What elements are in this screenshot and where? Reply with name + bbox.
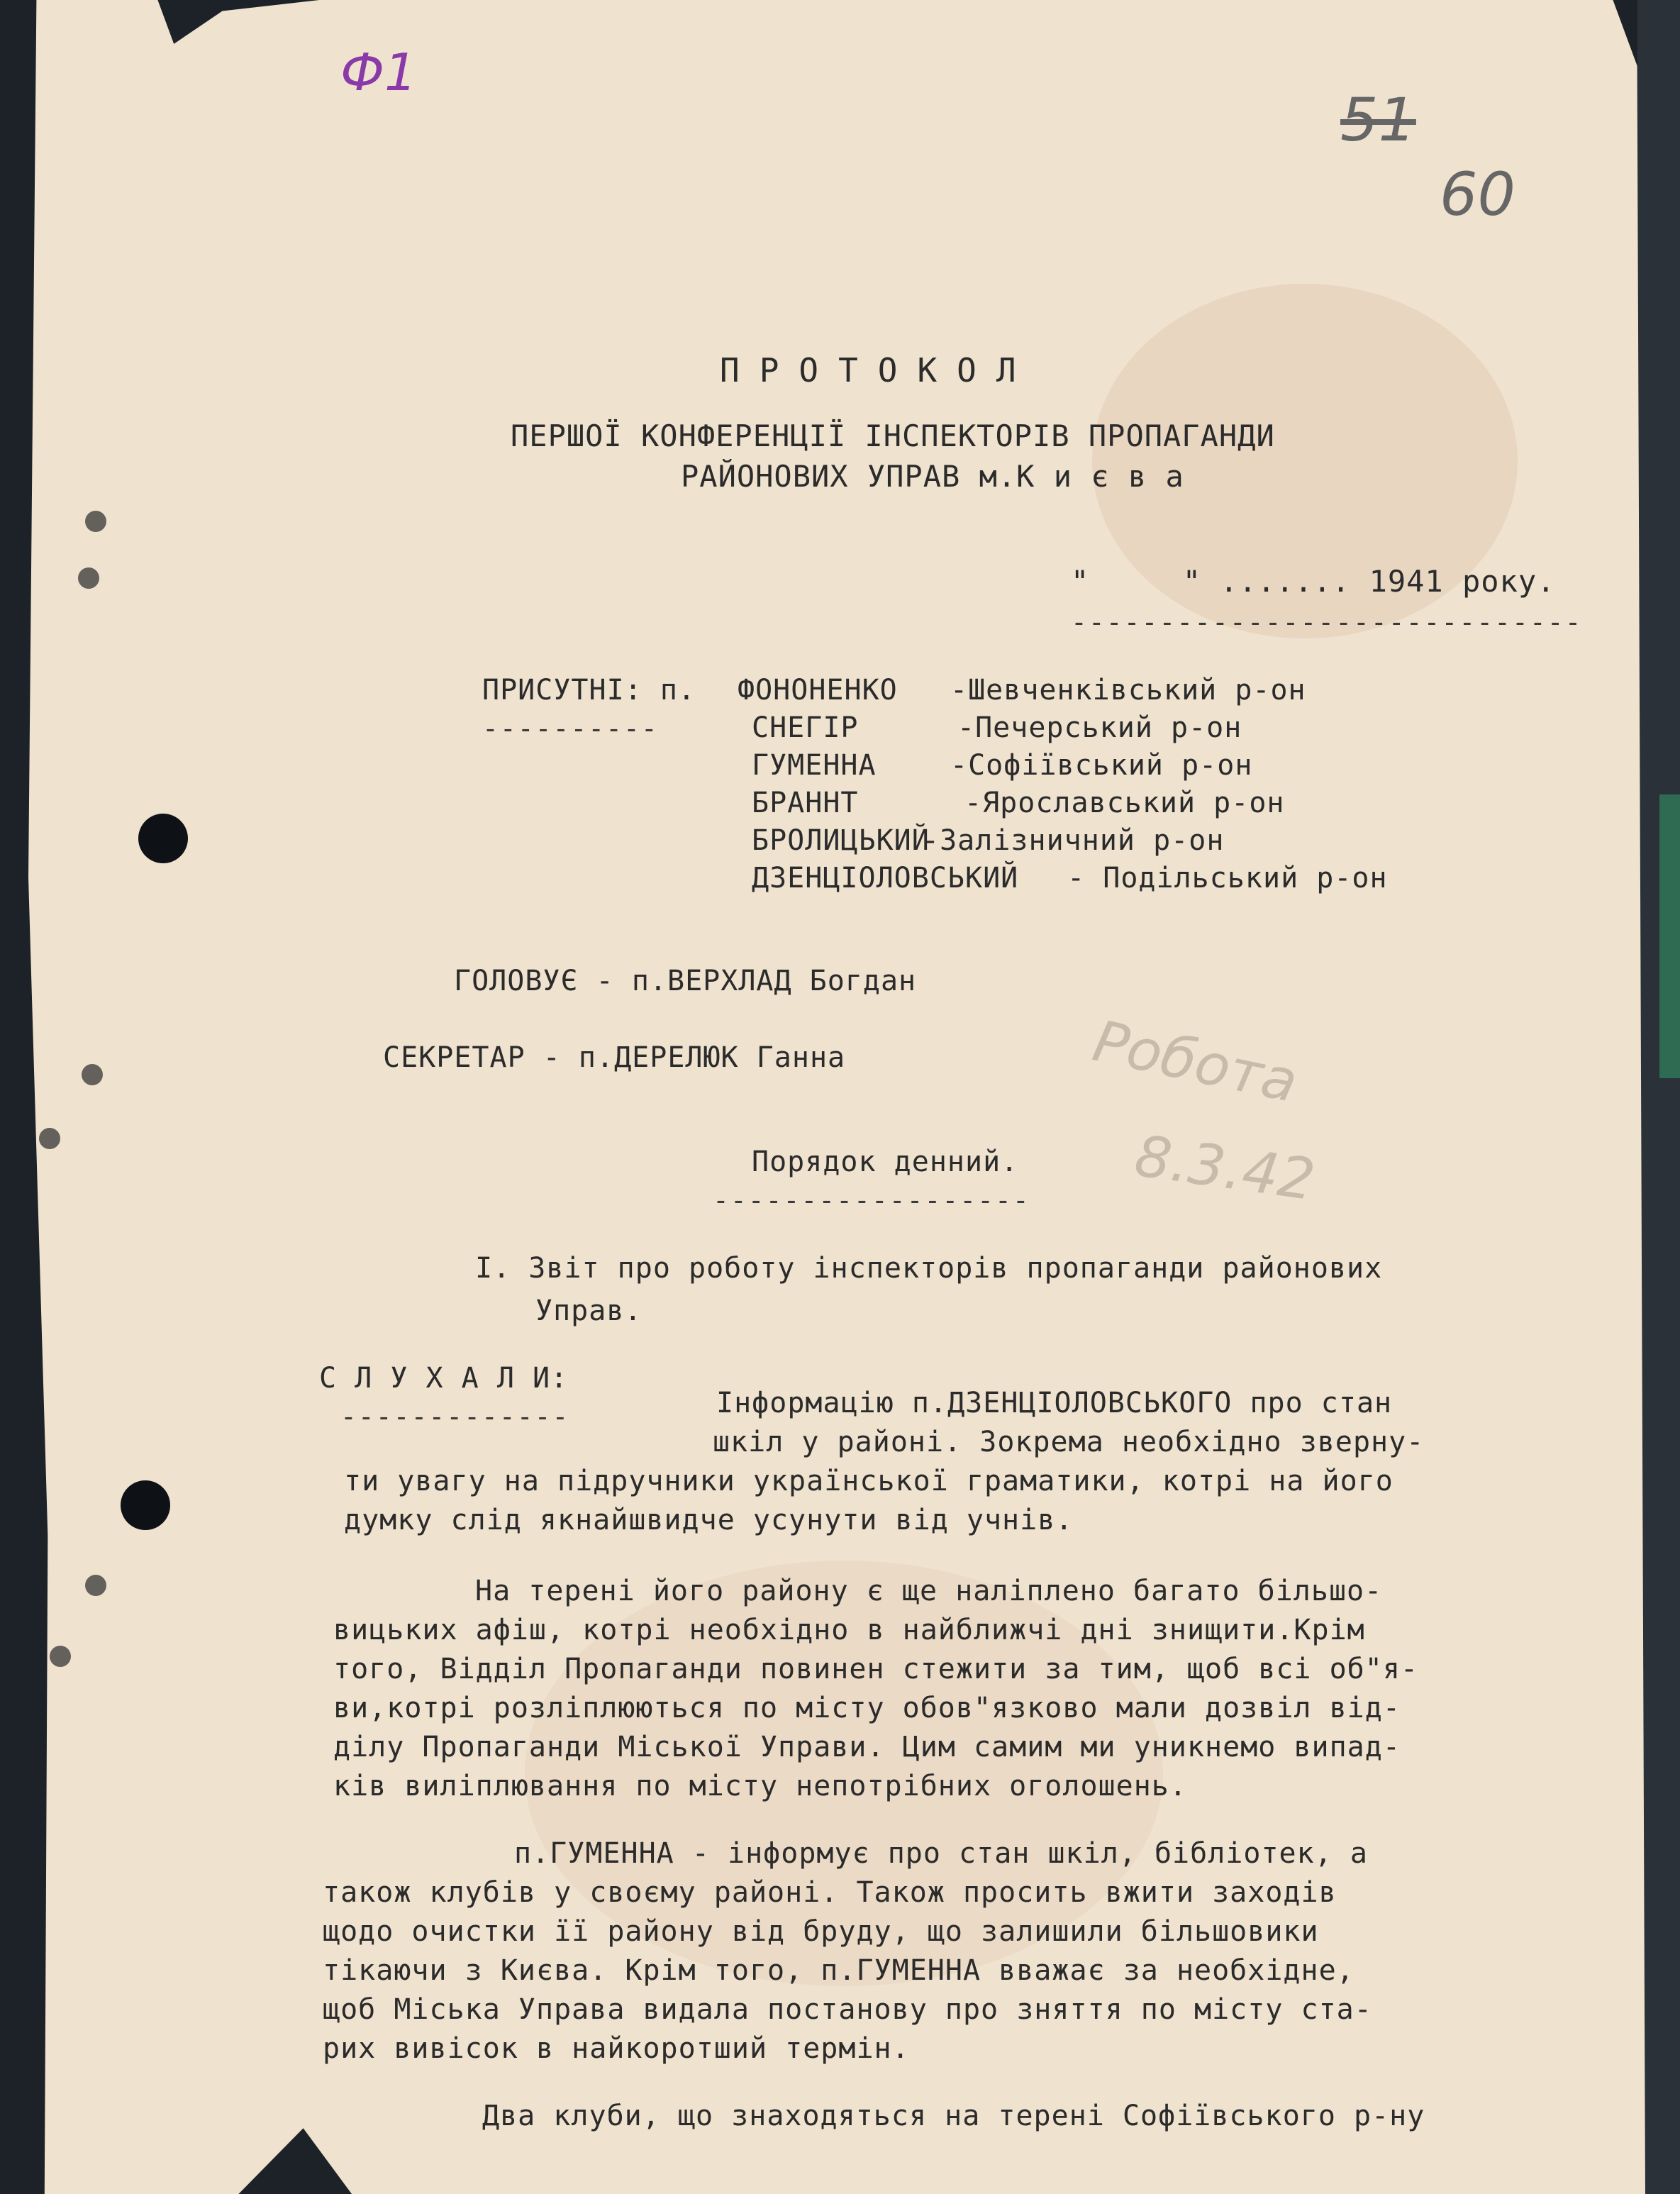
punch-hole (121, 1480, 170, 1530)
paragraph-line: ти увагу на підручники української граматики, котрі на його (344, 1465, 1393, 1497)
paragraph-line: того, Відділ Пропаганди повинен стежити за тим, щоб всі об"я- (333, 1653, 1419, 1685)
document-subtitle: ПЕРШОЇ КОНФЕРЕНЦІЇ ІНСПЕКТОРІВ ПРОПАГАНДИ (511, 419, 1275, 453)
punch-hole (138, 814, 188, 863)
agenda-underline: ------------------ (713, 1185, 1030, 1216)
attendee-name: ДЗЕНЦІОЛОВСЬКИЙ (752, 862, 1019, 894)
attendees-underline: ---------- (482, 713, 659, 744)
document-subtitle: РАЙОНОВИХ УПРАВ м.К и є в а (681, 459, 1184, 494)
page-number: 60 (1440, 160, 1515, 229)
agenda-item: Управ. (535, 1295, 642, 1327)
paragraph-line: думку слід якнайшвидче усунути від учнів. (344, 1504, 1074, 1536)
paragraph-line: Два клуби, що знаходяться на терені Софіївського р-ну (482, 2100, 1425, 2132)
heard-label: С Л У Х А Л И: (319, 1362, 569, 1395)
faint-handwritten-note: Робота (1087, 1007, 1303, 1116)
faint-handwritten-note: 8.3.42 (1130, 1122, 1319, 1214)
attendee-name: ФОНОНЕНКО (738, 674, 898, 707)
attendee-district: -Софіївський р-он (950, 749, 1253, 782)
document-date: " " ....... 1941 року. (1071, 564, 1556, 599)
agenda-item: І. Звіт про роботу інспекторів пропаганди районових (475, 1252, 1383, 1285)
paragraph-line: п.ГУМЕННА - інформує про стан шкіл, бібліотек, а (514, 1837, 1368, 1870)
attendee-district: - Подільський р-он (1050, 862, 1388, 894)
attendee-name: БРОЛИЦЬКИЙ (752, 824, 930, 857)
paper-tear (82, 1064, 103, 1085)
chairperson: ГОЛОВУЄ - п.ВЕРХЛАД Богдан (454, 965, 917, 997)
paragraph-line: також клубів у своєму районі. Також просить вжити заходів (323, 1876, 1337, 1909)
attendees-label: ПРИСУТНІ: п. (482, 674, 696, 707)
paragraph-line: На терені його району є ще наліплено багато більшо- (475, 1575, 1383, 1607)
attendee-name: ГУМЕННА (752, 749, 877, 782)
paper-tear (50, 1646, 71, 1667)
document-title: ПРОТОКОЛ (720, 351, 1036, 389)
paragraph-line: тікаючи з Києва. Крім того, п.ГУМЕННА вважає за необхідне, (323, 1954, 1354, 1987)
paper-tear (78, 567, 99, 589)
paragraph-line: щоб Міська Управа видала постанову про зняття по місту ста- (323, 1993, 1372, 2026)
paragraph-line: Інформацію п.ДЗЕНЦІОЛОВСЬКОГО про стан (716, 1387, 1393, 1419)
paper-tear (85, 1575, 106, 1596)
attendee-district: -Шевченківський р-он (950, 674, 1306, 707)
handwritten-mark: Ф1 (340, 43, 417, 102)
paragraph-line: ви,котрі розліплюються по місту обов"язково мали дозвіл від- (333, 1692, 1401, 1724)
paragraph-line: ків виліплювання по місту непотрібних оголошень. (333, 1770, 1187, 1802)
paragraph-line: рих вивісок в найкоротший термін. (323, 2032, 910, 2065)
agenda-title: Порядок денний. (752, 1146, 1019, 1178)
secretary: СЕКРЕТАР - п.ДЕРЕЛЮК Ганна (383, 1041, 846, 1074)
attendee-district: -Ярославський р-он (964, 787, 1285, 819)
attendee-name: СНЕГІР (752, 711, 859, 744)
background-green-strip (1659, 794, 1680, 1078)
crossed-archive-number: 51 (1340, 85, 1416, 155)
paragraph-line: ділу Пропаганди Міської Управи. Цим самим ми уникнемо випад- (333, 1731, 1401, 1763)
paragraph-line: вицьких афіш, котрі необхідно в найближчі дні знищити.Крім (333, 1614, 1365, 1646)
paragraph-line: щодо очистки її району від бруду, що залишили більшовики (323, 1915, 1319, 1948)
paper-tear (85, 511, 106, 532)
attendee-name: БРАННТ (752, 787, 859, 819)
attendee-district: -Печерський р-он (957, 711, 1242, 744)
paragraph-line: шкіл у районі. Зокрема необхідно зверну- (713, 1426, 1425, 1458)
date-underline: ----------------------------- (1071, 606, 1583, 638)
paper-tear (39, 1128, 60, 1149)
heard-underline: ------------- (340, 1401, 570, 1432)
attendee-district: -Залізничний р-он (922, 824, 1225, 857)
